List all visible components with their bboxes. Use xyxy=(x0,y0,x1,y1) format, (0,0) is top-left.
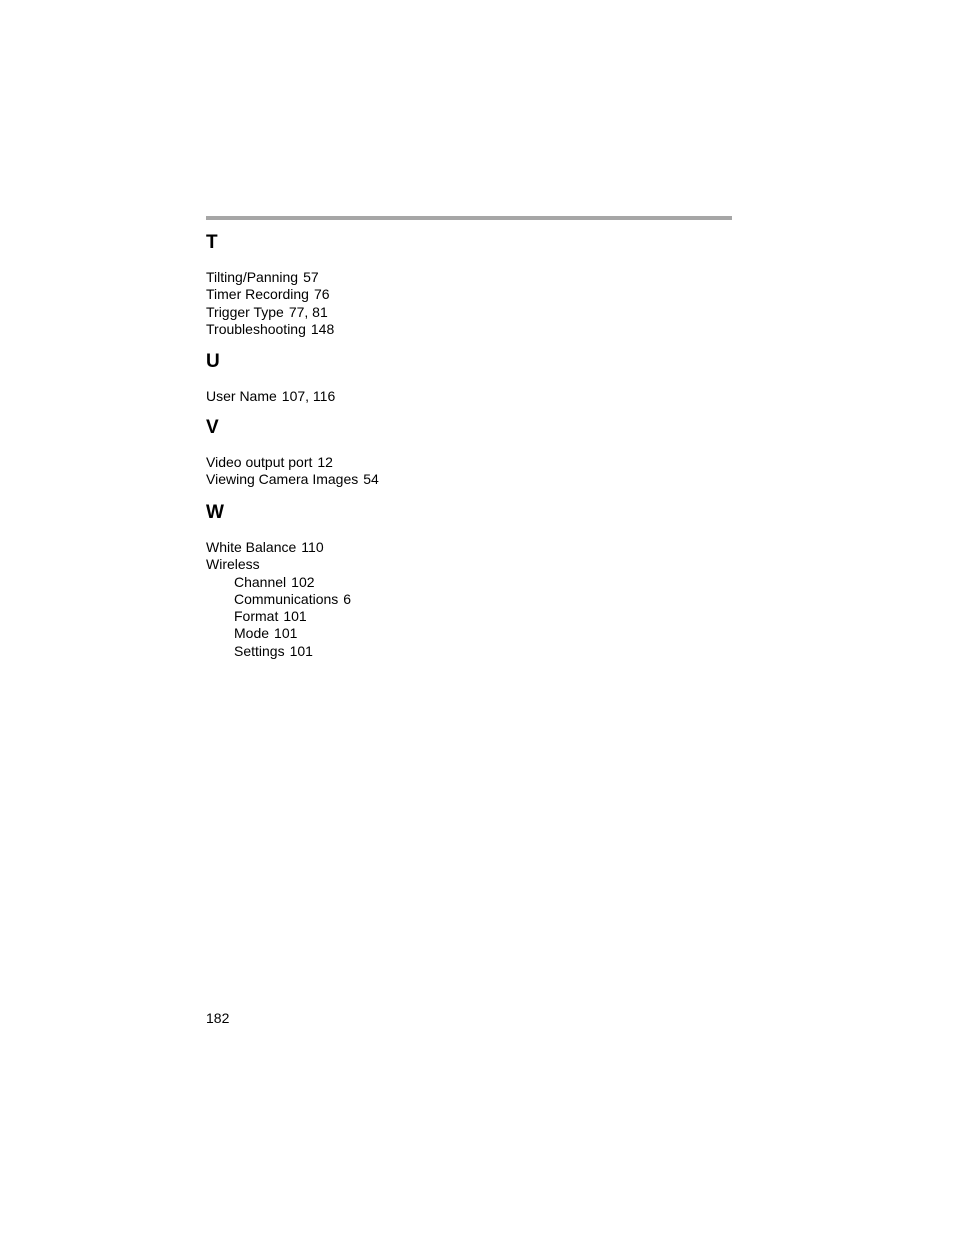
entry-list xyxy=(206,454,379,489)
entry-pages: 101 xyxy=(283,608,307,625)
entry-list xyxy=(206,539,351,660)
entry-pages: 148 xyxy=(310,320,335,337)
entry-list xyxy=(206,388,335,405)
index-subentry xyxy=(206,643,351,660)
index-entry xyxy=(206,388,335,405)
index-entry xyxy=(206,471,379,488)
entry-term: Wireless xyxy=(206,556,260,573)
entry-term: Settings xyxy=(234,642,285,659)
header-rule xyxy=(206,216,732,220)
section-letter: V xyxy=(206,417,219,438)
entry-term: White Balance xyxy=(206,539,297,555)
index-entry xyxy=(206,269,334,286)
entry-term: Trigger Type xyxy=(206,303,284,320)
entry-term: Video output port xyxy=(206,454,313,470)
entry-term: Mode xyxy=(234,625,270,642)
section-letter: U xyxy=(206,351,220,372)
section-letter: T xyxy=(206,232,218,253)
index-section-v xyxy=(206,417,379,489)
index-subentry xyxy=(206,608,351,625)
entry-pages: 110 xyxy=(301,539,324,555)
entry-pages: 101 xyxy=(289,642,313,659)
index-entry xyxy=(206,454,379,471)
entry-term: User Name xyxy=(206,388,277,404)
index-entry xyxy=(206,286,334,303)
index-subentry xyxy=(206,625,351,642)
entry-list xyxy=(206,269,334,338)
page-number: 182 xyxy=(206,1010,230,1026)
entry-term: Timer Recording xyxy=(206,286,309,303)
index-subentry xyxy=(206,574,351,591)
entry-pages: 77, 81 xyxy=(288,303,328,320)
index-entry xyxy=(206,556,351,573)
entry-term: Troubleshooting xyxy=(206,320,306,337)
index-entry xyxy=(206,539,351,556)
entry-pages: 57 xyxy=(303,269,319,285)
entry-pages: 101 xyxy=(274,625,298,642)
entry-pages: 12 xyxy=(317,454,333,470)
index-section-u xyxy=(206,351,335,405)
entry-pages: 54 xyxy=(363,471,379,488)
index-entry xyxy=(206,321,334,338)
entry-pages: 102 xyxy=(291,573,315,590)
section-letter: W xyxy=(206,502,224,523)
entry-pages: 6 xyxy=(343,590,352,607)
index-section-w xyxy=(206,502,351,660)
entry-term: Channel xyxy=(234,573,287,590)
index-section-t xyxy=(206,232,334,338)
entry-term: Tilting/Panning xyxy=(206,269,299,285)
entry-term: Format xyxy=(234,608,279,625)
entry-term: Viewing Camera Images xyxy=(206,471,359,488)
entry-pages: 107, 116 xyxy=(281,388,336,404)
entry-term: Communications xyxy=(234,590,339,607)
entry-pages: 76 xyxy=(313,286,330,303)
index-subentry xyxy=(206,591,351,608)
index-entry xyxy=(206,304,334,321)
